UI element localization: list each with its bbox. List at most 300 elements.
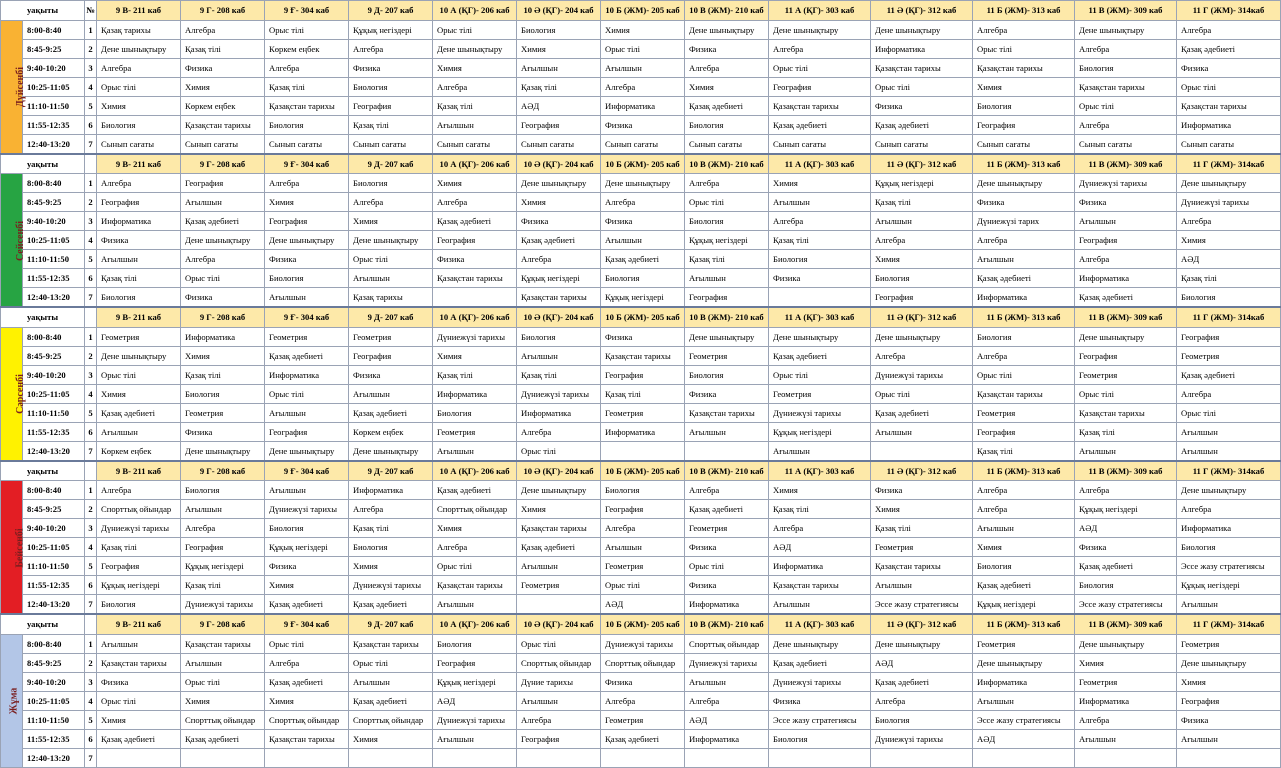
subject-cell: Биология	[349, 174, 433, 193]
subject-cell: Қазақ әдебиеті	[685, 500, 769, 519]
subject-cell: Қазақ тарихы	[349, 288, 433, 308]
subject-cell: Ағылшын	[265, 288, 349, 308]
subject-cell: Құқық негіздері	[97, 576, 181, 595]
subject-cell: Сынып сағаты	[349, 134, 433, 154]
class-header: 10 В (ЖМ)- 210 каб	[685, 154, 769, 174]
lesson-time: 8:00-8:40	[23, 20, 85, 39]
subject-cell: Қазақ тілі	[97, 269, 181, 288]
class-header: 11 Б (ЖМ)- 313 каб	[973, 1, 1075, 21]
subject-cell: Қазақ тілі	[871, 193, 973, 212]
subject-cell: Геометрия	[1177, 634, 1281, 653]
subject-cell: Қазақстан тарихы	[973, 58, 1075, 77]
subject-cell: Орыс тілі	[181, 269, 265, 288]
subject-cell: Орыс тілі	[349, 653, 433, 672]
lesson-number: 1	[85, 20, 97, 39]
subject-cell: Қазақстан тарихы	[265, 729, 349, 748]
subject-cell: Қазақ тілі	[433, 365, 517, 384]
class-header: 11 Г (ЖМ)- 314каб	[1177, 1, 1281, 21]
subject-cell: Биология	[181, 384, 265, 403]
number-column-header	[85, 461, 97, 481]
lesson-time: 11:55-12:35	[23, 729, 85, 748]
subject-cell: Қазақ тілі	[349, 519, 433, 538]
subject-cell: Информатика	[871, 39, 973, 58]
subject-cell: Қазақ әдебиеті	[769, 115, 871, 134]
class-header: 10 А (ҚГ)- 206 каб	[433, 461, 517, 481]
subject-cell: Химия	[1177, 672, 1281, 691]
subject-cell: Биология	[973, 327, 1075, 346]
subject-cell: Қазақ әдебиеті	[685, 96, 769, 115]
subject-cell: Ағылшын	[181, 193, 265, 212]
subject-cell: Қазақ әдебиеті	[97, 403, 181, 422]
subject-cell: Биология	[433, 403, 517, 422]
lesson-time: 10:25-11:05	[23, 77, 85, 96]
subject-cell: Ағылшын	[685, 422, 769, 441]
lesson-time: 9:40-10:20	[23, 58, 85, 77]
subject-cell: Информатика	[601, 96, 685, 115]
subject-cell: Биология	[685, 365, 769, 384]
subject-cell: Қазақ әдебиеті	[433, 481, 517, 500]
subject-cell: Геометрия	[871, 538, 973, 557]
subject-cell: Қазақ тілі	[97, 538, 181, 557]
day-name: Сейсенбі	[15, 220, 27, 261]
subject-cell: Алгебра	[349, 39, 433, 58]
subject-cell: Биология	[973, 96, 1075, 115]
subject-cell: АӘД	[1075, 519, 1177, 538]
lesson-time: 8:45-9:25	[23, 653, 85, 672]
time-column-header: уақыты	[1, 614, 85, 634]
class-header: 9 В- 211 каб	[97, 614, 181, 634]
subject-cell: Қазақ әдебиеті	[973, 576, 1075, 595]
subject-cell: Орыс тілі	[265, 634, 349, 653]
subject-cell: Алгебра	[871, 231, 973, 250]
subject-cell: Ағылшын	[601, 538, 685, 557]
subject-cell: Қазақстан тарихы	[871, 557, 973, 576]
subject-cell: Алгебра	[349, 500, 433, 519]
day-label	[1, 481, 26, 615]
subject-cell: Қазақ әдебиеті	[265, 595, 349, 615]
subject-cell: Ағылшын	[349, 269, 433, 288]
subject-cell: Спорттық ойындар	[517, 653, 601, 672]
class-header: 9 Г- 208 каб	[181, 307, 265, 327]
subject-cell: Ағылшын	[871, 212, 973, 231]
number-column-header	[85, 154, 97, 174]
lesson-time: 11:10-11:50	[23, 710, 85, 729]
subject-cell: АӘД	[871, 653, 973, 672]
lesson-time: 12:40-13:20	[23, 134, 85, 154]
lesson-number: 6	[85, 269, 97, 288]
subject-cell: Қазақ тілі	[181, 39, 265, 58]
subject-cell: Қазақ тілі	[181, 576, 265, 595]
subject-cell: Орыс тілі	[517, 441, 601, 461]
subject-cell: Қазақ әдебиеті	[769, 346, 871, 365]
subject-cell: Қазақстан тарихы	[517, 288, 601, 308]
subject-cell: Физика	[265, 557, 349, 576]
subject-cell: Геометрия	[349, 327, 433, 346]
lesson-time: 12:40-13:20	[23, 288, 85, 308]
subject-cell: Химия	[181, 691, 265, 710]
class-header: 11 Г (ЖМ)- 314каб	[1177, 461, 1281, 481]
subject-cell: Алгебра	[181, 250, 265, 269]
subject-cell: Информатика	[1177, 115, 1281, 134]
subject-cell: Қазақстан тарихы	[973, 384, 1075, 403]
subject-cell: Физика	[685, 384, 769, 403]
lesson-number: 3	[85, 672, 97, 691]
subject-cell: Алгебра	[181, 20, 265, 39]
class-header: 10 В (ЖМ)- 210 каб	[685, 1, 769, 21]
class-header: 9 В- 211 каб	[97, 461, 181, 481]
subject-cell: Физика	[601, 672, 685, 691]
subject-cell: География	[265, 422, 349, 441]
lesson-number: 7	[85, 441, 97, 461]
subject-cell: Химия	[1177, 231, 1281, 250]
subject-cell: Сынып сағаты	[601, 134, 685, 154]
subject-cell: Қазақстан тарихы	[685, 403, 769, 422]
subject-cell: Алгебра	[349, 193, 433, 212]
subject-cell: Құқық негіздері	[433, 672, 517, 691]
subject-cell: Дене шынықтыру	[1075, 327, 1177, 346]
subject-cell: Физика	[685, 576, 769, 595]
time-column-header: уақыты	[1, 1, 85, 21]
subject-cell: Эссе жазу стратегиясы	[871, 595, 973, 615]
subject-cell	[601, 441, 685, 461]
subject-cell: Информатика	[973, 672, 1075, 691]
lesson-time: 12:40-13:20	[23, 748, 85, 767]
subject-cell: География	[871, 288, 973, 308]
subject-cell: Биология	[601, 481, 685, 500]
header-row	[1, 154, 1281, 174]
subject-cell	[685, 441, 769, 461]
subject-cell: Информатика	[1075, 691, 1177, 710]
lesson-time: 11:10-11:50	[23, 557, 85, 576]
subject-cell: Геометрия	[433, 422, 517, 441]
class-header: 9 Д- 207 каб	[349, 614, 433, 634]
subject-cell: Геометрия	[181, 403, 265, 422]
subject-cell: Қазақстан тарихы	[349, 634, 433, 653]
lesson-row	[1, 595, 1281, 615]
subject-cell: Қазақ тілі	[1075, 422, 1177, 441]
class-header: 10 Ә (ҚГ)- 204 каб	[517, 307, 601, 327]
subject-cell: Физика	[685, 538, 769, 557]
subject-cell: Алгебра	[601, 519, 685, 538]
subject-cell: Информатика	[685, 595, 769, 615]
subject-cell: Ағылшын	[97, 422, 181, 441]
subject-cell: Геометрия	[265, 327, 349, 346]
subject-cell: Физика	[97, 231, 181, 250]
lesson-time: 8:00-8:40	[23, 634, 85, 653]
lesson-number: 1	[85, 327, 97, 346]
subject-cell: Орыс тілі	[265, 384, 349, 403]
subject-cell: Физика	[1177, 710, 1281, 729]
subject-cell: Алгебра	[1075, 710, 1177, 729]
subject-cell: Геометрия	[685, 519, 769, 538]
subject-cell	[97, 748, 181, 767]
lesson-time: 8:00-8:40	[23, 327, 85, 346]
subject-cell: Орыс тілі	[685, 557, 769, 576]
subject-cell: Физика	[433, 250, 517, 269]
subject-cell: Қазақ әдебиеті	[871, 115, 973, 134]
subject-cell: Физика	[601, 212, 685, 231]
subject-cell	[685, 748, 769, 767]
subject-cell	[433, 288, 517, 308]
lesson-time: 11:55-12:35	[23, 576, 85, 595]
subject-cell: География	[1075, 231, 1177, 250]
subject-cell: Қазақ әдебиеті	[973, 269, 1075, 288]
subject-cell: Орыс тілі	[685, 193, 769, 212]
subject-cell: Дүниежүзі тарихы	[871, 365, 973, 384]
subject-cell: Қазақ әдебиеті	[181, 729, 265, 748]
subject-cell: Химия	[97, 96, 181, 115]
lesson-row	[1, 269, 1281, 288]
lesson-row	[1, 710, 1281, 729]
subject-cell: Орыс тілі	[1075, 96, 1177, 115]
subject-cell: Информатика	[181, 327, 265, 346]
subject-cell	[769, 748, 871, 767]
subject-cell: Химия	[871, 250, 973, 269]
lesson-time: 9:40-10:20	[23, 519, 85, 538]
class-header: 11 Ә (ҚГ)- 312 каб	[871, 461, 973, 481]
class-header: 10 Б (ЖМ)- 205 каб	[601, 461, 685, 481]
subject-cell: Дене шынықтыру	[871, 327, 973, 346]
subject-cell: Алгебра	[1075, 115, 1177, 134]
subject-cell: Ағылшын	[433, 595, 517, 615]
subject-cell: Құқық негіздері	[685, 231, 769, 250]
subject-cell: Алгебра	[517, 710, 601, 729]
subject-cell	[433, 748, 517, 767]
header-row	[1, 307, 1281, 327]
subject-cell: Физика	[265, 250, 349, 269]
subject-cell: Қазақстан тарихы	[433, 576, 517, 595]
subject-cell: Ағылшын	[349, 384, 433, 403]
subject-cell: Информатика	[973, 288, 1075, 308]
subject-cell	[601, 748, 685, 767]
subject-cell: Химия	[769, 174, 871, 193]
lesson-time: 8:45-9:25	[23, 346, 85, 365]
subject-cell: Орыс тілі	[433, 20, 517, 39]
subject-cell: Сынып сағаты	[97, 134, 181, 154]
subject-cell: Физика	[601, 327, 685, 346]
subject-cell: Дене шынықтыру	[871, 20, 973, 39]
subject-cell: Орыс тілі	[871, 77, 973, 96]
subject-cell: Физика	[871, 481, 973, 500]
subject-cell: Қазақстан тарихы	[769, 96, 871, 115]
subject-cell: География	[601, 500, 685, 519]
subject-cell: Орыс тілі	[601, 576, 685, 595]
lesson-number: 7	[85, 288, 97, 308]
subject-cell: География	[433, 231, 517, 250]
subject-cell: Ағылшын	[517, 557, 601, 576]
lesson-time: 9:40-10:20	[23, 672, 85, 691]
day-label	[1, 634, 23, 767]
subject-cell: Қазақстан тарихы	[517, 519, 601, 538]
subject-cell: География	[769, 77, 871, 96]
subject-cell: Қазақстан тарихы	[1075, 77, 1177, 96]
lesson-row	[1, 441, 1281, 461]
class-header: 9 В- 211 каб	[97, 307, 181, 327]
subject-cell: Дүниежүзі тарихы	[517, 384, 601, 403]
subject-cell: Спорттық ойындар	[433, 500, 517, 519]
subject-cell: Қазақстан тарихы	[181, 115, 265, 134]
subject-cell: Қазақ әдебиеті	[1177, 365, 1281, 384]
subject-cell: Қазақстан тарихы	[769, 576, 871, 595]
subject-cell: Биология	[769, 729, 871, 748]
subject-cell: Химия	[517, 193, 601, 212]
subject-cell: Алгебра	[265, 58, 349, 77]
subject-cell: Дүниежүзі тарихы	[871, 729, 973, 748]
subject-cell: Дене шынықтыру	[433, 39, 517, 58]
class-header: 11 В (ЖМ)- 309 каб	[1075, 1, 1177, 21]
lesson-time: 8:00-8:40	[23, 174, 85, 193]
class-header: 11 А (ҚГ)- 303 каб	[769, 1, 871, 21]
timetable-body	[1, 1, 1281, 768]
subject-cell: Ағылшын	[181, 653, 265, 672]
class-header: 11 В (ЖМ)- 309 каб	[1075, 154, 1177, 174]
subject-cell: Қазақ әдебиеті	[601, 250, 685, 269]
lesson-row	[1, 288, 1281, 308]
subject-cell: Дүниежүзі тарихы	[1177, 193, 1281, 212]
lesson-number: 4	[85, 384, 97, 403]
lesson-time: 8:45-9:25	[23, 500, 85, 519]
subject-cell: Алгебра	[265, 653, 349, 672]
subject-cell: Көркем еңбек	[265, 39, 349, 58]
lesson-number: 1	[85, 174, 97, 193]
subject-cell: Қазақ тілі	[769, 500, 871, 519]
subject-cell: Спорттық ойындар	[181, 710, 265, 729]
subject-cell: Физика	[1177, 58, 1281, 77]
subject-cell: Химия	[349, 729, 433, 748]
subject-cell: География	[973, 115, 1075, 134]
subject-cell: Биология	[265, 115, 349, 134]
lesson-number: 7	[85, 134, 97, 154]
subject-cell: Геометрия	[601, 710, 685, 729]
subject-cell: Спорттық ойындар	[349, 710, 433, 729]
subject-cell: АӘД	[433, 691, 517, 710]
subject-cell: Қазақ тілі	[601, 384, 685, 403]
subject-cell: Биология	[1075, 576, 1177, 595]
subject-cell: Сынып сағаты	[517, 134, 601, 154]
subject-cell	[181, 748, 265, 767]
class-header: 10 А (ҚГ)- 206 каб	[433, 1, 517, 21]
lesson-row	[1, 538, 1281, 557]
subject-cell: География	[265, 212, 349, 231]
lesson-row	[1, 327, 1281, 346]
lesson-time: 11:10-11:50	[23, 96, 85, 115]
lesson-row	[1, 481, 1281, 500]
subject-cell: Биология	[349, 538, 433, 557]
lesson-time: 9:40-10:20	[23, 365, 85, 384]
lesson-row	[1, 500, 1281, 519]
subject-cell: Қазақ тілі	[517, 77, 601, 96]
lesson-number: 7	[85, 748, 97, 767]
subject-cell: Қазақстан тарихы	[181, 634, 265, 653]
subject-cell: Химия	[973, 538, 1075, 557]
subject-cell: Орыс тілі	[973, 365, 1075, 384]
subject-cell: Химия	[433, 58, 517, 77]
subject-cell: Эссе жазу стратегиясы	[973, 710, 1075, 729]
subject-cell: Информатика	[349, 481, 433, 500]
lesson-number: 3	[85, 58, 97, 77]
subject-cell: География	[1075, 346, 1177, 365]
class-header: 11 Г (ЖМ)- 314каб	[1177, 614, 1281, 634]
subject-cell: Биология	[97, 288, 181, 308]
subject-cell: Орыс тілі	[97, 365, 181, 384]
subject-cell: Химия	[433, 346, 517, 365]
time-column-header: уақыты	[1, 461, 85, 481]
subject-cell: Химия	[517, 39, 601, 58]
subject-cell: Ағылшын	[871, 422, 973, 441]
subject-cell: Алгебра	[1075, 39, 1177, 58]
subject-cell: Геометрия	[1075, 365, 1177, 384]
class-header: 9 Д- 207 каб	[349, 307, 433, 327]
subject-cell: Физика	[871, 96, 973, 115]
subject-cell: Сынып сағаты	[181, 134, 265, 154]
lesson-number: 1	[85, 481, 97, 500]
subject-cell: Биология	[97, 115, 181, 134]
subject-cell: Қазақ тілі	[973, 441, 1075, 461]
subject-cell: Қазақ әдебиеті	[517, 231, 601, 250]
subject-cell: Алгебра	[973, 346, 1075, 365]
subject-cell: Дене шынықтыру	[769, 634, 871, 653]
subject-cell: Химия	[769, 481, 871, 500]
subject-cell: Қазақ әдебиеті	[601, 729, 685, 748]
subject-cell: Химия	[871, 500, 973, 519]
subject-cell: Қазақ тілі	[517, 365, 601, 384]
subject-cell: Дүниежүзі тарихы	[769, 672, 871, 691]
lesson-time: 11:55-12:35	[23, 422, 85, 441]
lesson-time: 8:45-9:25	[23, 39, 85, 58]
subject-cell	[265, 748, 349, 767]
subject-cell: Ағылшын	[685, 672, 769, 691]
subject-cell: АӘД	[769, 538, 871, 557]
subject-cell: Құқық негіздері	[349, 20, 433, 39]
subject-cell: Геометрия	[1177, 346, 1281, 365]
subject-cell: Ағылшын	[433, 729, 517, 748]
subject-cell	[769, 288, 871, 308]
subject-cell: Қазақ әдебиеті	[265, 672, 349, 691]
class-header: 10 А (ҚГ)- 206 каб	[433, 154, 517, 174]
subject-cell: Көркем еңбек	[181, 96, 265, 115]
lesson-row	[1, 365, 1281, 384]
subject-cell: Қазақ әдебиеті	[517, 538, 601, 557]
subject-cell: Ағылшын	[769, 595, 871, 615]
subject-cell: АӘД	[601, 595, 685, 615]
lesson-row	[1, 672, 1281, 691]
subject-cell: Қазақ әдебиеті	[871, 672, 973, 691]
class-header: 11 Ә (ҚГ)- 312 каб	[871, 614, 973, 634]
class-header: 10 Ә (ҚГ)- 204 каб	[517, 461, 601, 481]
subject-cell: Химия	[685, 77, 769, 96]
subject-cell: Эссе жазу стратегиясы	[1177, 557, 1281, 576]
day-label	[1, 20, 27, 154]
subject-cell: Алгебра	[871, 346, 973, 365]
lesson-number: 3	[85, 365, 97, 384]
subject-cell: Ағылшын	[601, 58, 685, 77]
lesson-row	[1, 729, 1281, 748]
subject-cell: Дене шынықтыру	[349, 231, 433, 250]
subject-cell: Дене шынықтыру	[349, 441, 433, 461]
subject-cell: Химия	[433, 174, 517, 193]
lesson-number: 2	[85, 39, 97, 58]
subject-cell: Спорттық ойындар	[97, 500, 181, 519]
subject-cell: Алгебра	[973, 20, 1075, 39]
subject-cell: Алгебра	[601, 193, 685, 212]
lesson-number: 4	[85, 538, 97, 557]
subject-cell: Ағылшын	[517, 58, 601, 77]
subject-cell: АӘД	[1177, 250, 1281, 269]
subject-cell: Биология	[517, 20, 601, 39]
subject-cell: Ағылшын	[769, 193, 871, 212]
subject-cell: Ағылшын	[769, 441, 871, 461]
day-name: Сәрсенбі	[14, 374, 26, 414]
